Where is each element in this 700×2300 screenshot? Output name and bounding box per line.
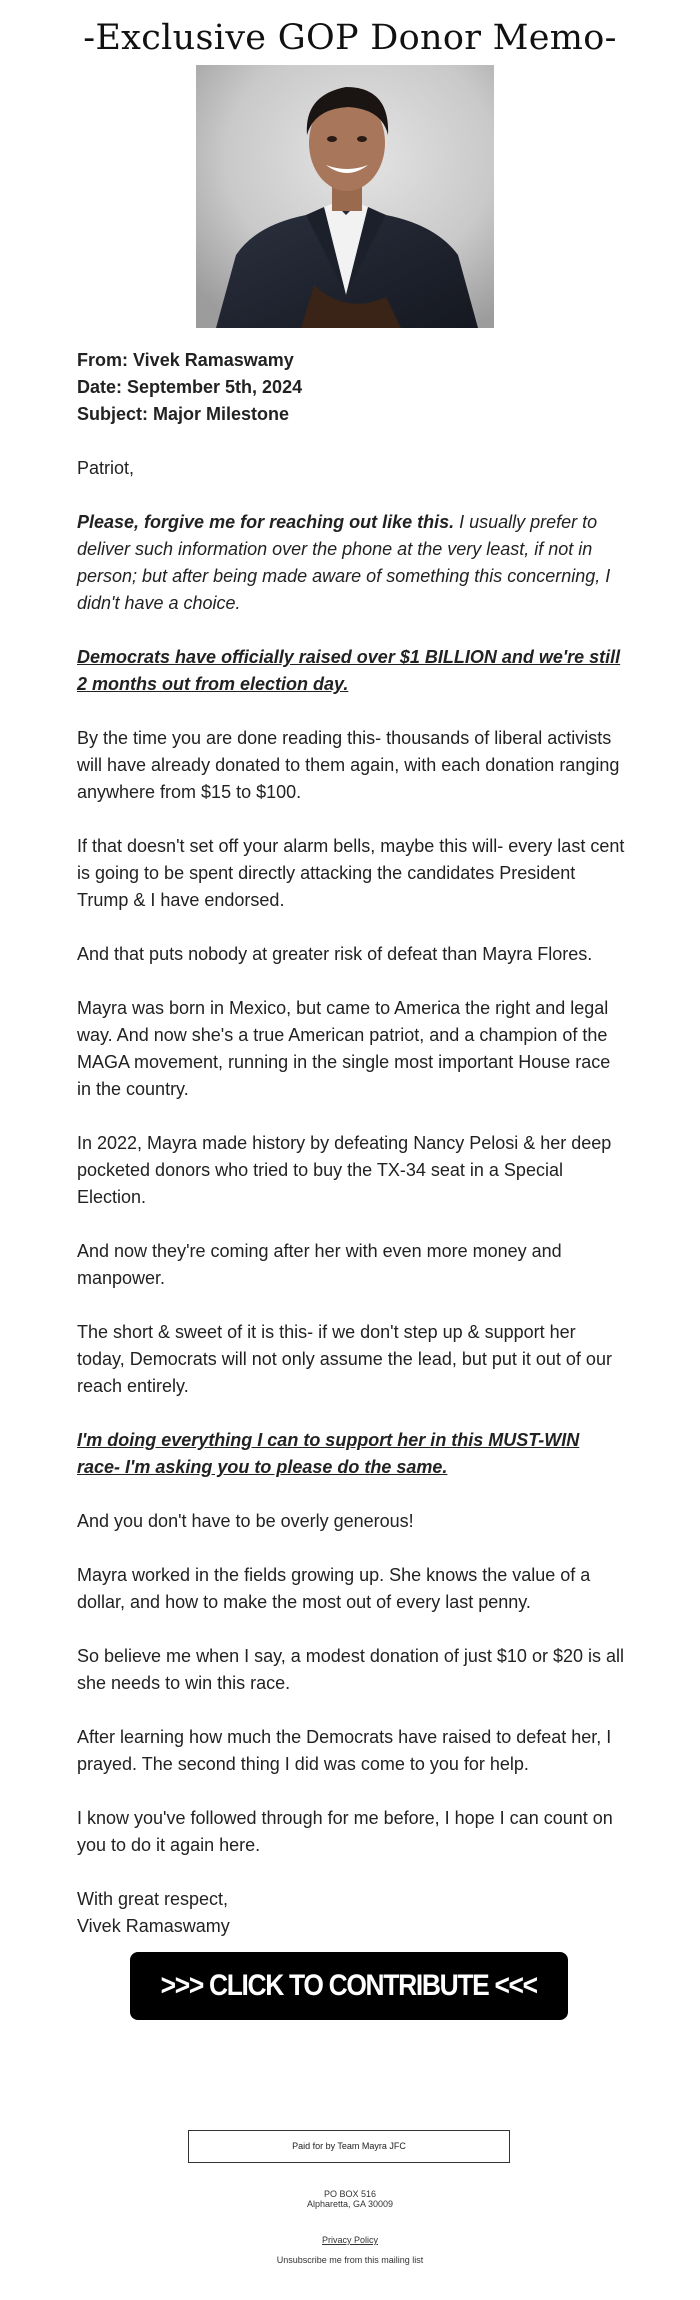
memo-body bbox=[77, 347, 627, 1967]
memo-title: -Exclusive GOP Donor Memo- bbox=[83, 18, 617, 58]
portrait-photo bbox=[196, 65, 494, 328]
paragraph-11: And you don't have to be overly generous! bbox=[77, 1511, 414, 1531]
subject-line: Subject: Major Milestone bbox=[77, 404, 290, 424]
memo-header bbox=[77, 347, 627, 428]
greeting: Patriot, bbox=[77, 458, 135, 478]
portrait-illustration bbox=[196, 65, 494, 328]
paragraph-3: By the time you are done reading this- thousands of liberal activists will have already donated to them again, with each donation ranging anywhere from $15 to $100. bbox=[77, 728, 620, 802]
paragraph-7: In 2022, Mayra made history by defeating Nancy Pelosi & her deep pocketed donors who tried to buy the TX-34 seat in a Special Election. bbox=[77, 1133, 612, 1207]
date-line: Date: September 5th, 2024 bbox=[77, 377, 303, 397]
paragraph-8: And now they're coming after her with even more money and manpower. bbox=[77, 1241, 562, 1288]
paid-for-disclaimer: Paid for by Team Mayra JFC bbox=[188, 2130, 510, 2163]
paragraph-12: Mayra worked in the fields growing up. She knows the value of a dollar, and how to make the most out of every last penny. bbox=[77, 1565, 591, 1612]
paragraph-5: And that puts nobody at greater risk of defeat than Mayra Flores. bbox=[77, 944, 593, 964]
paragraph-must-win: I'm doing everything I can to support her in this MUST-WIN race- I'm asking you to please do the same. bbox=[77, 1430, 580, 1477]
signoff-line-2: Vivek Ramaswamy bbox=[77, 1916, 230, 1936]
paragraph-apology bbox=[77, 509, 627, 617]
mailing-address bbox=[0, 2189, 700, 2209]
paragraph-6: Mayra was born in Mexico, but came to America the right and legal way. And now she's a true American patriot, and a champion of the MAGA movement, running in the single most important House race in the country. bbox=[77, 998, 611, 1099]
from-line: From: Vivek Ramaswamy bbox=[77, 350, 294, 370]
contribute-button-label: >>> CLICK TO CONTRIBUTE <<< bbox=[160, 1969, 538, 2002]
paragraph-14: After learning how much the Democrats have raised to defeat her, I prayed. The second thing I did was come to you for help. bbox=[77, 1727, 612, 1774]
privacy-policy-row bbox=[0, 2234, 700, 2246]
paragraph-billion: Democrats have officially raised over $1 BILLION and we're still 2 months out from election day. bbox=[77, 647, 621, 694]
apology-emphasis: Please, forgive me for reaching out like this. bbox=[77, 512, 455, 532]
contribute-button[interactable] bbox=[130, 1952, 568, 2020]
signoff-line-1: With great respect, bbox=[77, 1889, 229, 1909]
privacy-policy-link[interactable]: Privacy Policy bbox=[321, 2235, 378, 2245]
address-line-2: Alpharetta, GA 30009 bbox=[306, 2199, 394, 2209]
address-line-1: PO BOX 516 bbox=[323, 2189, 377, 2199]
paragraph-13: So believe me when I say, a modest donation of just $10 or $20 is all she needs to win this race. bbox=[77, 1646, 624, 1693]
signoff bbox=[77, 1886, 627, 1940]
unsubscribe-link[interactable]: Unsubscribe me from this mailing list bbox=[276, 2255, 424, 2265]
apology-text: I usually prefer to deliver such information over the phone at the very least, if not in person; but after being made aware of something this concerning, I didn't have a choice. bbox=[77, 512, 611, 613]
paragraph-4: If that doesn't set off your alarm bells, maybe this will- every last cent is going to be spent directly attacking the candidates President Trump & I have endorsed. bbox=[77, 836, 625, 910]
paragraph-15: I know you've followed through for me before, I hope I can count on you to do it again here. bbox=[77, 1808, 613, 1855]
paragraph-9: The short & sweet of it is this- if we don't step up & support her today, Democrats will not only assume the lead, but put it out of our reach entirely. bbox=[77, 1322, 612, 1396]
